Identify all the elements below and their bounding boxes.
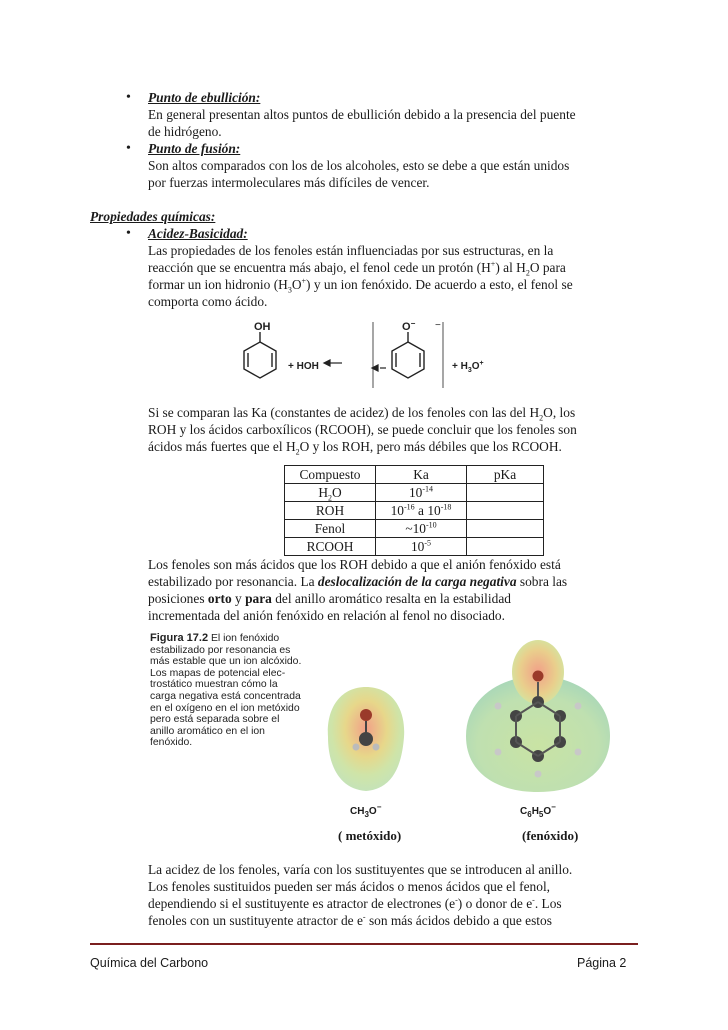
table-row: [285, 538, 544, 556]
acidity-table: [284, 465, 544, 556]
table-cell: [467, 520, 544, 538]
bullet-dot: •: [126, 141, 131, 156]
hoh-label: + HOH: [288, 361, 319, 372]
table-cell: [467, 538, 544, 556]
reaction-diagram: [230, 318, 510, 390]
body-line: de hidrógeno.: [148, 124, 222, 139]
body-line: por fuerzas intermoleculares más difíciles de vencer.: [148, 175, 430, 190]
body-line: comporta como ácido.: [148, 294, 268, 309]
body-line: formar un ion hidronio $(H_3O^+)$ y un ion fenóxido. De acuerdo a esto, el fenol se: [148, 276, 573, 295]
table-cell: $H_2O$: [285, 484, 376, 502]
body-line: estabilizado por resonancia. La deslocalización de la carga negativa sobra las: [148, 574, 568, 589]
column-header: Ka: [376, 466, 467, 484]
footer-title: Química del Carbono: [90, 956, 209, 970]
table-header-row: [285, 466, 544, 484]
body-line: incrementada del anión fenóxido en relación al fenol no disociado.: [148, 608, 505, 623]
table-cell: $10^{-14}$: [376, 484, 467, 502]
oh-label: OH: [254, 321, 271, 333]
phenoxide-formula: $C_6H_5O^-$: [520, 802, 556, 819]
table-cell: [467, 484, 544, 502]
phenoxide-o-label: O−: [402, 319, 416, 333]
section-heading: Propiedades químicas:: [90, 209, 216, 224]
bullet-dot: •: [126, 90, 131, 105]
table-cell: $10^{-16}$ a $10^{-18}$: [376, 502, 467, 520]
body-line: Las propiedades de los fenoles están influenciadas por sus estructuras, en la: [148, 243, 554, 258]
reaction-arrow: [324, 360, 386, 371]
page-number: Página 2: [577, 956, 627, 970]
phenol-structure: [244, 332, 276, 378]
figure-caption: Figura 17.2 El ion fenóxido estabilizado por resonancia es más estable que un ion alcóxido. Los mapas de potencial elec- trostático muestran cómo la carga negativa está concentrada en el oxígeno en el ion metóxido pero está separada sobre el anillo aromático en el ion fenóxido.: [150, 632, 302, 749]
phenoxide-charge-label: −: [435, 320, 441, 331]
table-cell: RCOOH: [285, 538, 376, 556]
body-line: Son altos comparados con los de los alcoholes, esto se debe a que están unidos: [148, 158, 570, 173]
bullet-dot: •: [126, 226, 131, 241]
table-cell: $10^{-5}$: [376, 538, 467, 556]
body-line: ácidos más fuertes que el $H_2O$ y los ROH, pero más débiles que los RCOOH.: [148, 439, 562, 457]
body-line: fenoles con un sustituyente atractor de e- son más ácidos debido a que estos: [148, 912, 552, 928]
body-line: reacción que se encuentra más abajo, el fenol cede un protón (H+) al $H_2O$ para: [148, 259, 566, 278]
body-line: En general presentan altos puntos de ebullición debido a la presencia del puente: [148, 107, 576, 122]
phenoxide-name: (fenóxido): [522, 828, 579, 843]
table-row: [285, 484, 544, 502]
column-header: pKa: [467, 466, 544, 484]
table-cell: ROH: [285, 502, 376, 520]
h3o-label: + $H_3O^+$: [452, 360, 484, 374]
body-line: Los fenoles son más ácidos que los ROH debido a que el anión fenóxido está: [148, 557, 561, 572]
bullet-title-ebullicion: Punto de ebullición:: [148, 90, 261, 105]
bullet-title-fusion: Punto de fusión:: [148, 141, 241, 156]
methoxide-formula: $CH_3O^-$: [350, 802, 382, 819]
body-line: posiciones orto y para del anillo aromático resalta en la estabilidad: [148, 591, 511, 606]
table-row: [285, 520, 544, 538]
table-row: [285, 502, 544, 520]
table-cell: [467, 502, 544, 520]
methoxide-name: ( metóxido): [338, 828, 402, 843]
body-line: Los fenoles sustituidos pueden ser más ácidos o menos ácidos que el fenol,: [148, 879, 551, 894]
body-line: dependiendo si el sustituyente es atractor de electrones (e-) o donor de e-. Los: [148, 895, 562, 911]
table-cell: $\sim 10^{-10}$: [376, 520, 467, 538]
footer-rule: [90, 943, 638, 945]
body-line: ROH y los ácidos carboxílicos (RCOOH), se puede concluir que los fenoles son: [148, 422, 577, 437]
column-header: Compuesto: [285, 466, 376, 484]
phenoxide-potential-map: [460, 636, 616, 796]
methoxide-potential-map: [318, 683, 414, 795]
table-cell: Fenol: [285, 520, 376, 538]
bullet-title-acidez: Acidez-Basicidad:: [148, 226, 248, 241]
body-line: Si se comparan las Ka (constantes de acidez) de los fenoles con las del $H_2O$, los: [148, 405, 576, 423]
body-line: La acidez de los fenoles, varía con los sustituyentes que se introducen al anillo.: [148, 862, 573, 877]
